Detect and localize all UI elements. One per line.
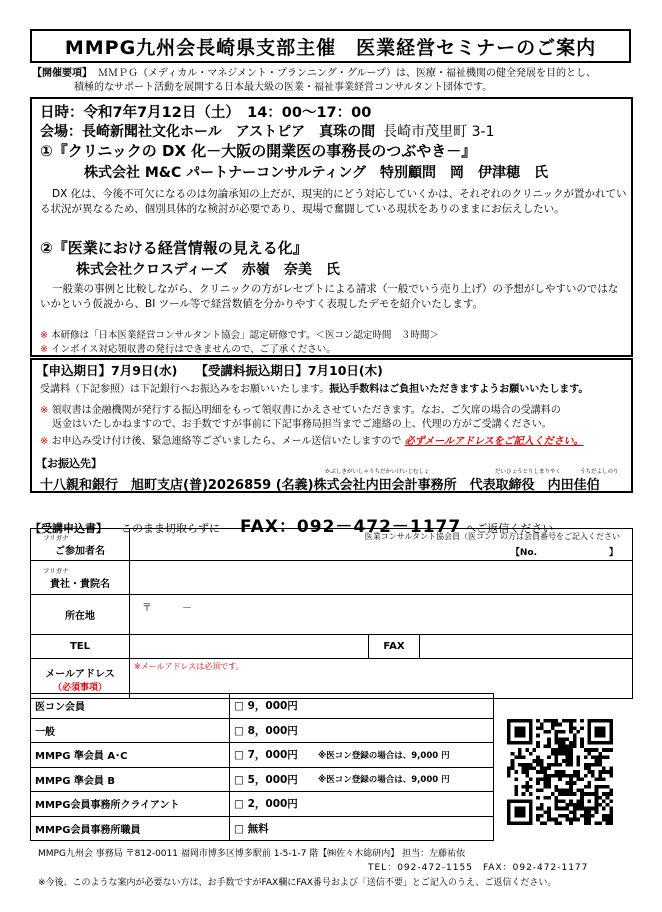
form-reply-note: へご返信ください — [465, 522, 554, 535]
kana-label: フリガナ — [43, 566, 69, 575]
overview — [32, 67, 632, 95]
session-1-speaker: 株式会社 M&C パートナーコンサルティング 特別顧問 岡 伊津穂 氏 — [84, 165, 549, 181]
email-label-text: メールアドレス — [45, 668, 115, 680]
note-1 — [40, 327, 439, 341]
fee-label: MMPG 準会員 A･C — [31, 743, 230, 768]
form-fax-number: FAX：092－472－1177 — [240, 517, 462, 537]
session-2-title: ②『医業における経営情報の見える化』 — [40, 239, 308, 257]
fee-option[interactable]: □ 9，000円 — [230, 694, 315, 719]
participant-row — [31, 529, 633, 561]
form-cut-note: このまま切取らずに — [121, 522, 220, 535]
note-2-text: インボイス対応領収書の発行はできませんので、ご了承ください。 — [51, 344, 336, 355]
note-1-text: 本研修は「日本医業経営コンサルタント協会」認定研修です。＜医コン認定時間 ３時間＞ — [51, 330, 439, 341]
furigana-name: うちだよしのり — [580, 469, 619, 475]
fee-option[interactable]: □ 5，000円 — [230, 767, 315, 792]
company-label-text: 貴社・貴院名 — [50, 578, 110, 590]
session-2-desc: 一般業の事例と比較しながら、クリニックの方がレセプトによる請求（一般でいう売り上げ）の予想がしやすいのではないかという仮説から、BI ツール等で経営数値を分かりやすく表現したデモを紹介いたします。 — [40, 283, 619, 310]
apply-deadline: 【申込期日】7月9日(水) — [36, 363, 178, 378]
transfer-deadline: 【受講料振込期日】7月10日(木) — [195, 363, 383, 378]
fee-option[interactable]: □ 8，000円 — [230, 718, 315, 743]
fee-option[interactable]: □ 7，000円 — [230, 743, 315, 768]
qr-code[interactable] — [507, 719, 613, 825]
fee-row — [31, 767, 494, 792]
event-date: 日時：令和7年7月12日（土） 14：00～17：00 — [40, 105, 372, 121]
fee-table — [30, 693, 494, 841]
session-2-speaker: 株式会社クロスディーズ 赤嶺 奈美 氏 — [76, 262, 340, 278]
company-field[interactable] — [130, 561, 633, 595]
session-1-desc: DX 化は、今後不可欠になるのは勿論承知の上だが、現実的にどう対応していくかは、それぞれのクリニックが置かれている状況が異なるため、個別具体的な検討が必要であり、現場で奮闘している現状をありのままにお伝えしたい。 — [40, 188, 627, 215]
furigana-company: かぶしきがいしゃうちだかいけいじむしょ — [325, 469, 430, 475]
tel-field[interactable] — [130, 635, 369, 659]
address-row — [31, 595, 633, 635]
fee-note: ※医コン登録の場合は、9,000 円 — [314, 743, 494, 768]
fee-label: MMPG会員事務所職員 — [31, 816, 230, 841]
company-label — [31, 561, 130, 595]
bank-text: 十八親和銀行 旭町支店(普)2026859 (名義)株式会社内田会計事務所 代表取締役 内田佳伯 — [40, 478, 600, 493]
note-2 — [40, 341, 336, 355]
note-mark: ※ — [40, 344, 48, 355]
session-1-title: ①『クリニックの DX 化－大阪の開業医の事務長のつぶやき－』 — [40, 142, 477, 160]
fee-option[interactable]: □ 無料 — [230, 816, 315, 841]
receipt-mark: ※ — [40, 405, 49, 416]
fee-note-bold: 振込手数料はご負担いただきますようお願いいたします。 — [329, 384, 589, 395]
company-row — [31, 561, 633, 595]
participant-label-text: ご参加者名 — [55, 545, 105, 557]
participant-label — [31, 529, 130, 561]
fee-label: MMPG会員事務所クライアント — [31, 792, 230, 817]
note-mark: ※ — [40, 330, 48, 341]
footer-office: MMPG九州会 事務局 〒812-0011 福岡市博多区博多駅前 1-5-1-7 階【㈱佐々木総研内】 担当：左藤祐依 — [38, 849, 466, 859]
fee-row — [31, 718, 494, 743]
overview-line-1: ＭＭＰＧ（メディカル・マネジメント・プランニング・グループ）は、医療・福祉機関の健全発展を目的とし、 — [98, 68, 596, 79]
event-venue — [40, 121, 495, 141]
fee-label: 医コン会員 — [31, 694, 230, 719]
fee-option[interactable]: □ 2，000円 — [230, 792, 315, 817]
address-field[interactable] — [130, 595, 633, 635]
footer-phones: TEL：092-472-1155 FAX：092-472-1177 — [368, 863, 589, 873]
bank-info — [40, 469, 619, 493]
postal-code-field[interactable]: 〒 － — [142, 603, 192, 614]
overview-tag: 【開催要項】 — [32, 68, 92, 79]
email-required: （必須事項） — [52, 682, 107, 693]
page-title: MMPG九州会長崎県支部主催 医業経営セミナーのご案内 — [30, 29, 631, 63]
application-form — [30, 528, 633, 699]
fee-note: ※医コン登録の場合は、9,000 円 — [314, 767, 494, 792]
fee-row — [31, 816, 494, 841]
footer-notice: ※今後、このような案内が必要ない方は、お手数ですがFAX欄にFAX番号および「送信不要」とご記入のうえ、ご返信ください。 — [38, 878, 557, 888]
contact-mark: ※ — [40, 436, 49, 447]
fee-row — [31, 792, 494, 817]
email-note: ※メールアドレスは必須です。 — [134, 662, 244, 671]
address-label: 所在地 — [31, 595, 130, 635]
venue-address: 長崎市茂里町 3-1 — [383, 124, 495, 140]
fee-note — [314, 694, 494, 719]
receipt-line-1: 領収書は金融機関が発行する振込明細をもって領収書にかえさせていただきます。なお、ご欠席の場合の受講料の — [51, 405, 561, 416]
furigana-title: だいひょうとりしまりやく — [495, 469, 562, 475]
overview-line-2: 積極的なサポート活動を展開する日本最大級の医業・福祉事業経営コンサルタント団体です。 — [74, 82, 493, 93]
fee-row — [31, 694, 494, 719]
tel-label: TEL — [31, 635, 130, 659]
fee-note — [314, 792, 494, 817]
fax-field[interactable] — [420, 635, 633, 659]
receipt-note — [40, 404, 630, 432]
fee-note-main: 受講料（下記参照）は下記銀行へお振込みをお願いいたします。 — [40, 384, 330, 395]
contact-note — [40, 432, 584, 447]
phone-row — [31, 635, 633, 659]
participant-field[interactable] — [130, 529, 633, 561]
fee-note — [314, 816, 494, 841]
fee-row — [31, 743, 494, 768]
member-note: 医業コンサルタント協会員（医コン）の方は会員番号をご記入ください — [364, 532, 620, 541]
kana-label: フリガナ — [43, 533, 69, 542]
receipt-line-2: 返金はいたしかねますので、お手数ですが事前に下記事務局担当までご連絡の上、代理の方がご受講ください。 — [52, 419, 552, 430]
fee-note — [314, 718, 494, 743]
deadlines — [36, 361, 383, 379]
contact-text: お申込み受け付け後、緊急連絡等ございましたら、メール送信いたしますので — [51, 436, 402, 447]
contact-emphasis: 必ずメールアドレスをご記入ください。 — [404, 436, 584, 447]
fee-note — [40, 380, 588, 395]
bank-heading: 【お振込先】 — [36, 457, 102, 470]
form-title: 【受講申込書】 — [30, 522, 107, 535]
venue-name: 会場：長崎新聞社文化ホール アストピア 真珠の間 — [40, 124, 376, 140]
member-number-field[interactable]: 【No. 】 — [510, 548, 618, 558]
fax-label: FAX — [369, 635, 420, 659]
fee-label: 一般 — [31, 718, 230, 743]
fee-label: MMPG 準会員 B — [31, 767, 230, 792]
